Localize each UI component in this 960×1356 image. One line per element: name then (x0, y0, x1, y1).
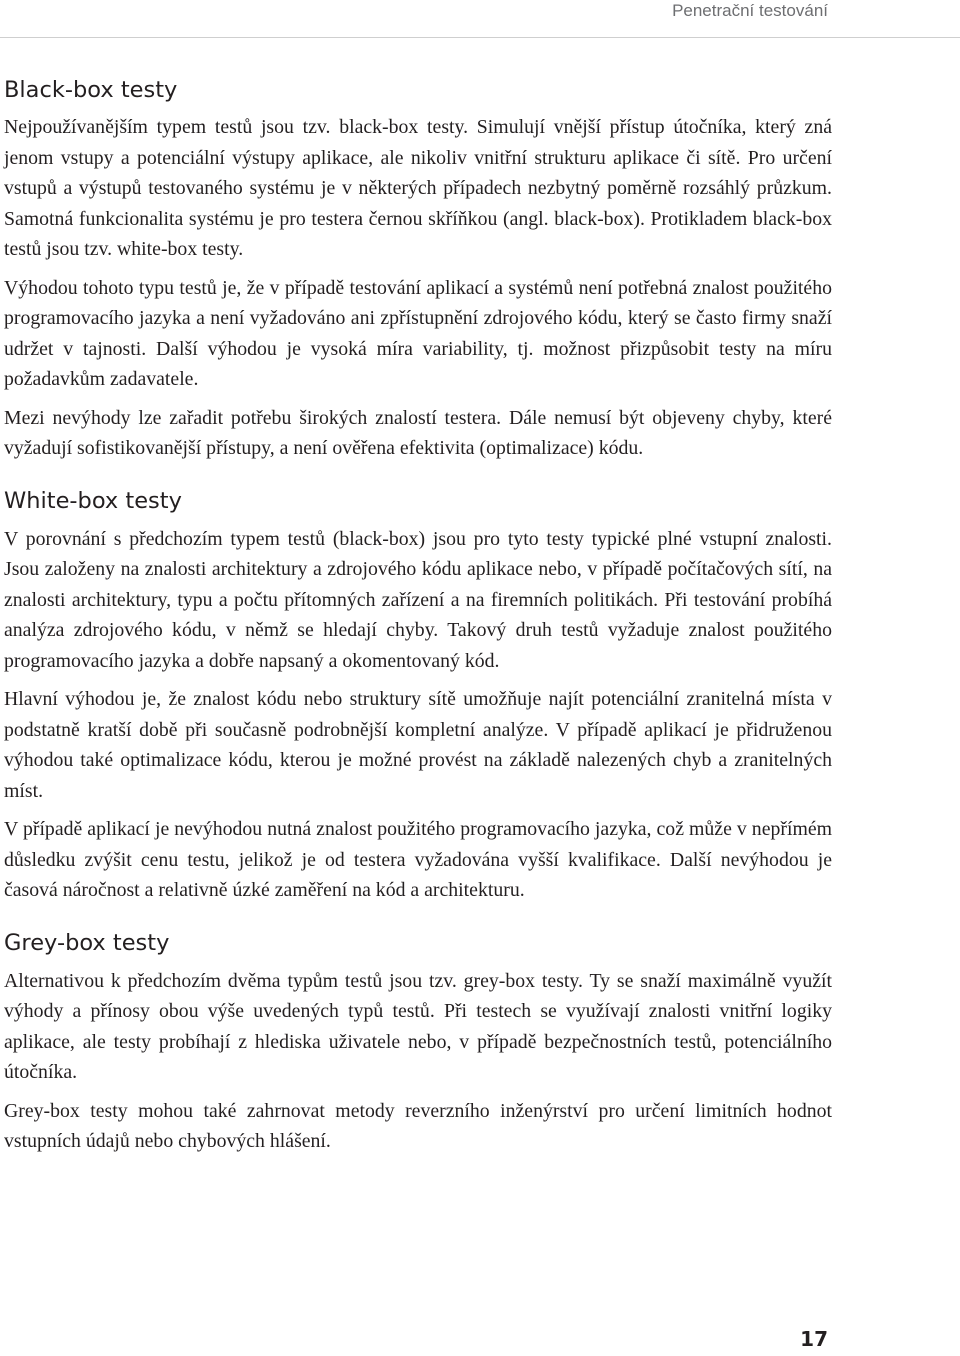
running-header (0, 0, 960, 38)
paragraph: V porovnání s předchozím typem testů (black-box) jsou pro tyto testy typické plné vstupní znalosti. Jsou založeny na znalosti architektury a zdrojového kódu aplikace nebo, v případě počítačových sítí, na znalosti architektury, typu a počtu přítomných zařízení a na firemních politikách. Při testování probíhá analýza zdrojového kódu, v němž se hledají chyby. Takový druh testů vyžaduje znalost použitého programovacího jazyka a dobře napsaný a okomentovaný kód. (4, 527, 832, 672)
page-content (4, 72, 832, 1165)
paragraph: Hlavní výhodou je, že znalost kódu nebo struktury sítě umožňuje najít potenciální zranitelná místa v podstatně kratší době při současně podrobnější kompletní analýze. V případě aplikací je přidruženou výhodou také optimalizace kódu, kterou je možné provést na základě nalezených chyb a zranitelných míst. (4, 688, 832, 802)
section-heading-grey-box: Grey-box testy (4, 929, 170, 956)
section-heading-white-box: White-box testy (4, 487, 182, 514)
paragraph: V případě aplikací je nevýhodou nutná znalost použitého programovacího jazyka, což může v nepřímém důsledku zvýšit cenu testu, jelikož je od testera vyžadována vyšší kvalifikace. Další nevýhodou je časová náročnost a relativně úzké zaměření na kód a architekturu. (4, 818, 832, 901)
page-number: 17 (800, 1327, 828, 1351)
paragraph: Nejpoužívanějším typem testů jsou tzv. black-box testy. Simulují vnější přístup útočníka, který zná jenom vstupy a potenciální výstupy aplikace, ale nikoliv vnitřní strukturu aplikace či sítě. Pro určení vstupů a výstupů testovaného systému je v některých případech nezbytný poměrně rozsáhlý průzkum. Samotná funkcionalita systému je pro testera černou skříňkou (angl. black-box). Protikladem black-box testů jsou tzv. white-box testy. (4, 116, 832, 260)
paragraph: Alternativou k předchozím dvěma typům testů jsou tzv. grey-box testy. Ty se snaží maximálně využít výhody a přínosy obou výše uvedených typů testů. Při testech se využívají znalosti vnitřní logiky aplikace, ale testy probíhají z hlediska uživatele nebo, v případě bezpečnostních testů, potenciálního útočníka. (4, 969, 832, 1083)
paragraph: Grey-box testy mohou také zahrnovat metody reverzního inženýrství pro určení limitních hodnot vstupních údajů nebo chybových hlášení. (4, 1099, 832, 1152)
paragraph: Mezi nevýhody lze zařadit potřebu širokých znalostí testera. Dále nemusí být objeveny chyby, které vyžadují sofistikovanější přístupy, a není ověřena efektivita (optimalizace) kódu. (4, 406, 832, 459)
running-header-title: Penetrační testování (672, 1, 828, 20)
paragraph: Výhodou tohoto typu testů je, že v případě testování aplikací a systémů není potřebná znalost použitého programovacího jazyka a není vyžadováno ani zpřístupnění zdrojového kódu, který se často firmy snaží udržet v tajnosti. Další výhodou je vysoká míra variability, tj. možnost přizpůsobit testy na míru požadavkům zadavatele. (4, 276, 832, 390)
section-heading-black-box: Black-box testy (4, 77, 178, 103)
